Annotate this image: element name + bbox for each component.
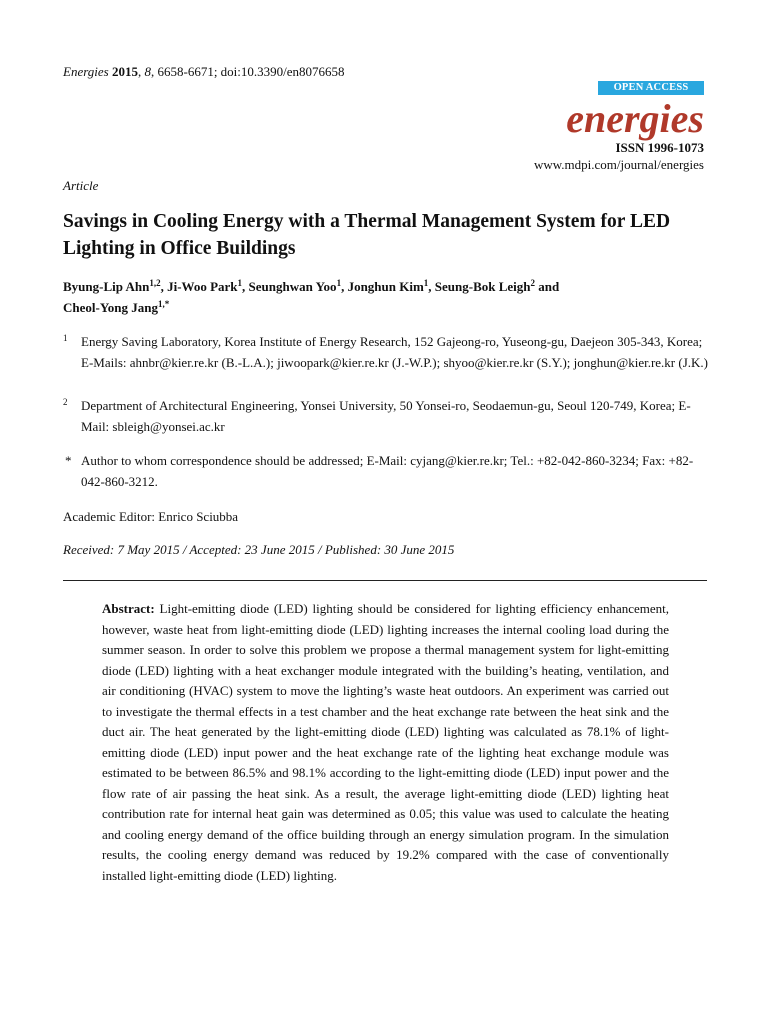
article-type: Article	[63, 178, 99, 193]
pages-doi: , 6658-6671; doi:10.3390/en8076658	[150, 64, 345, 79]
affiliation-1	[63, 331, 713, 373]
affiliation-2	[63, 395, 713, 437]
author-name: Seunghwan Yoo	[248, 279, 337, 294]
journal-name: Energies	[63, 64, 109, 79]
author-separator: and	[535, 279, 560, 294]
correspondence-text: Author to whom correspondence should be addressed; E-Mail: cyjang@kier.re.kr; Tel.: +82-042-860-3234; Fax: +82-042-860-3212.	[81, 453, 694, 489]
author-affiliation-mark: 1	[237, 278, 243, 288]
affiliation-text: Department of Architectural Engineering, Yonsei University, 50 Yonsei-ro, Seodaemun-gu, Seoul 120-749, Korea; E-Mail: sbleigh@yonsei.ac.kr	[81, 398, 691, 434]
abstract	[102, 599, 669, 886]
author-separator: ,	[242, 279, 249, 294]
author-affiliation-mark: 1,2	[149, 278, 161, 288]
author-name: Jonghun Kim	[347, 279, 424, 294]
open-access-badge: OPEN ACCESS	[598, 81, 704, 95]
abstract-label: Abstract:	[102, 601, 155, 616]
correspondence-note	[63, 450, 713, 492]
paper-title: Savings in Cooling Energy with a Thermal Management System for LED Lighting in Office Buildings	[63, 211, 671, 259]
author-name: Byung-Lip Ahn	[63, 279, 150, 294]
author-name: Cheol-Yong Jang	[63, 300, 158, 315]
journal-volume: 8	[144, 64, 151, 79]
author-separator: ,	[341, 279, 348, 294]
author-list	[63, 276, 713, 318]
publication-dates: Received: 7 May 2015 / Accepted: 23 June 2015 / Published: 30 June 2015	[63, 542, 455, 557]
affiliation-mark: 1	[63, 333, 68, 343]
journal-citation: Energies 2015, 8, 6658-6671; doi:10.3390/en8076658	[63, 64, 345, 79]
author-separator: ,	[160, 279, 168, 294]
author-affiliation-mark: 1	[336, 278, 342, 288]
author-affiliation-mark: 1	[423, 278, 429, 288]
journal-url[interactable]: www.mdpi.com/journal/energies	[533, 157, 704, 172]
correspondence-mark: *	[65, 453, 72, 468]
author-name: Seung-Bok Leigh	[434, 279, 531, 294]
issn: ISSN 1996-1073	[615, 140, 704, 155]
author-affiliation-mark: 1,*	[158, 299, 170, 309]
section-divider	[63, 580, 707, 581]
affiliation-mark: 2	[63, 397, 68, 407]
academic-editor: Academic Editor: Enrico Sciubba	[63, 509, 239, 524]
author-separator: ,	[428, 279, 435, 294]
journal-logo: energies	[566, 96, 704, 141]
affiliation-text: Energy Saving Laboratory, Korea Institute of Energy Research, 152 Gajeong-ro, Yuseong-gu, Daejeon 305-343, Korea; E-Mails: ahnbr@kier.re.kr (B.-L.A.); jiwoopark@kier.re.kr (J.-W.P.); shyoo@kier.re.kr (S.Y.); jonghun@kier.re.kr (J.K.)	[81, 334, 708, 370]
abstract-text: Light-emitting diode (LED) lighting should be considered for lighting efficiency enhancement, however, waste heat from light-emitting diode (LED) lighting increases the internal cooling load during the summer season. In order to solve this problem we propose a thermal management system for light-emitting diode (LED) lighting with a heat exchanger module integrated with the building’s heating, ventilation, and air conditioning (HVAC) system to move the lighting’s waste heat outdoors. An experiment was carried out to investigate the thermal effects in a test chamber and the heat exchange rate between the heat sink and the duct air. The heat generated by the light-emitting diode (LED) lighting was calculated as 78.1% of light-emitting diode (LED) input power and the heat exchange rate of the lighting heat exchange module was estimated to be between 86.5% and 98.1% according to the light-emitting diode (LED) input power and the flow rate of air passing the heat sink. As a result, the average light-emitting diode (LED) lighting heat contribution rate for internal heat gain was determined as 0.05; this value was used to calculate the heating and cooling energy demand of the office building through an energy simulation program. In the simulation results, the cooling energy demand was reduced by 19.2% compared with the case of conventionally installed light-emitting diode (LED) lighting.	[102, 601, 670, 883]
author-affiliation-mark: 2	[530, 278, 536, 288]
journal-year: 2015	[111, 64, 138, 79]
author-name: Ji-Woo Park	[167, 279, 238, 294]
